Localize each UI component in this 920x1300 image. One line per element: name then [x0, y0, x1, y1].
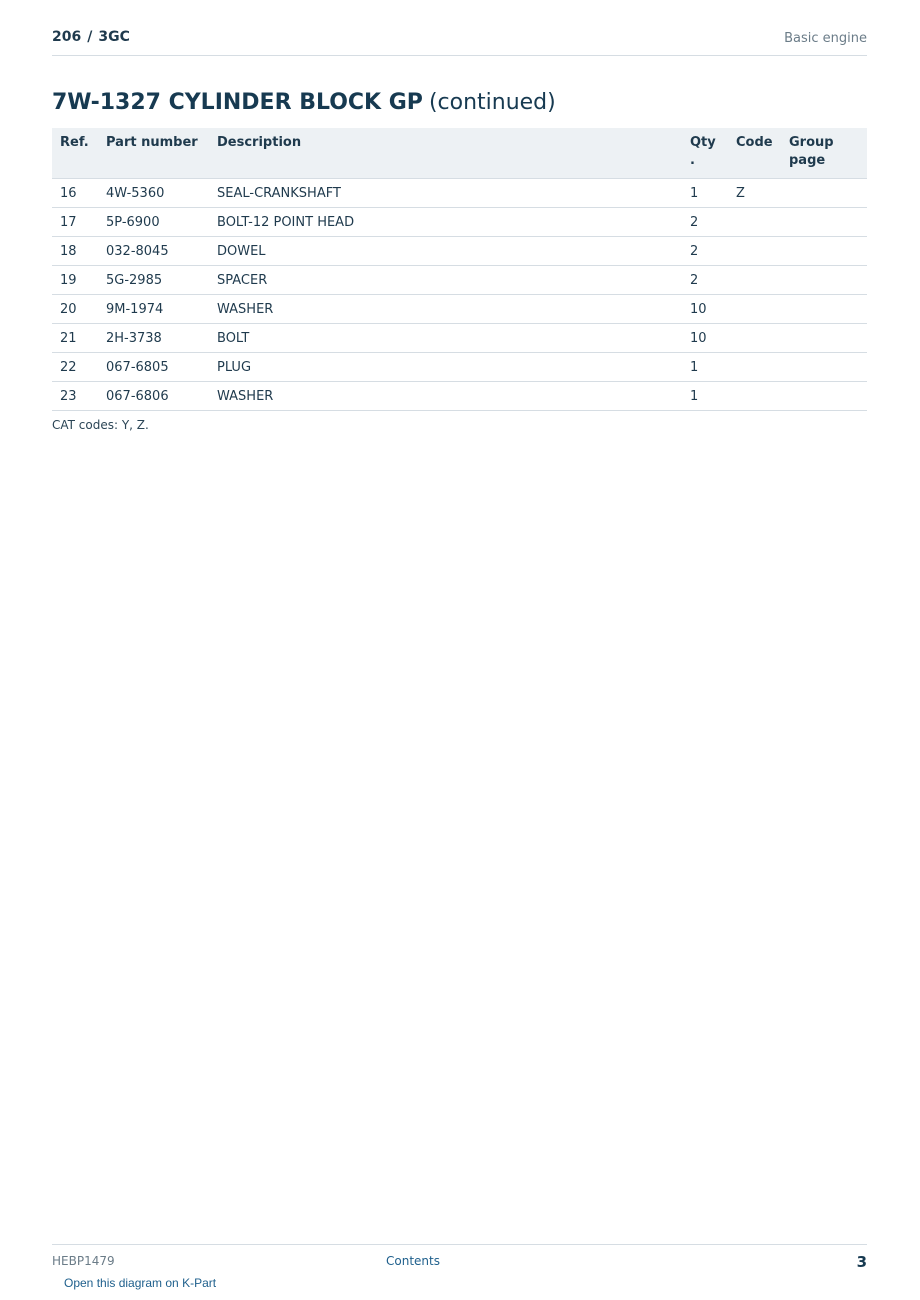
cell-part-number: 032-8045: [98, 237, 209, 266]
cell-description: BOLT: [209, 324, 682, 353]
header-code: Code: [728, 128, 781, 179]
parts-table: [52, 128, 867, 411]
cell-ref: 20: [52, 295, 98, 324]
kpart-link[interactable]: Open this diagram on K-Part: [64, 1276, 217, 1290]
cell-ref: 17: [52, 208, 98, 237]
table-row: [52, 237, 867, 266]
cell-part-number: 5G-2985: [98, 266, 209, 295]
cell-part-number: 067-6806: [98, 382, 209, 411]
table-row: [52, 266, 867, 295]
cell-description: SPACER: [209, 266, 682, 295]
cell-qty: 2: [682, 266, 728, 295]
header-description: Description: [209, 128, 682, 179]
cell-part-number: 5P-6900: [98, 208, 209, 237]
table-row: [52, 324, 867, 353]
page-header: [52, 28, 867, 56]
cell-group-page: [781, 266, 867, 295]
cell-group-page: [781, 382, 867, 411]
cell-qty: 2: [682, 237, 728, 266]
header-part-number: Part number: [98, 128, 209, 179]
document-id: HEBP1479: [52, 1254, 115, 1268]
breadcrumb-separator: /: [87, 29, 93, 45]
cell-code: [728, 324, 781, 353]
cell-group-page: [781, 295, 867, 324]
cell-code: [728, 353, 781, 382]
breadcrumb-page: 206: [52, 29, 82, 45]
contents-link[interactable]: Contents: [386, 1254, 440, 1268]
table-body: [52, 179, 867, 411]
cell-code: [728, 382, 781, 411]
header-qty: Qty .: [682, 128, 728, 179]
table-row: [52, 179, 867, 208]
cell-code: [728, 237, 781, 266]
table-header-row: [52, 128, 867, 179]
title-main: 7W-1327 CYLINDER BLOCK GP: [52, 90, 423, 115]
table-row: [52, 382, 867, 411]
cell-qty: 1: [682, 382, 728, 411]
cell-code: [728, 295, 781, 324]
cell-ref: 16: [52, 179, 98, 208]
cell-qty: 10: [682, 324, 728, 353]
cell-qty: 1: [682, 353, 728, 382]
cell-description: WASHER: [209, 295, 682, 324]
cell-ref: 19: [52, 266, 98, 295]
cell-code: [728, 208, 781, 237]
section-name: Basic engine: [784, 31, 867, 46]
table-row: [52, 353, 867, 382]
cell-part-number: 067-6805: [98, 353, 209, 382]
cell-ref: 21: [52, 324, 98, 353]
cell-part-number: 4W-5360: [98, 179, 209, 208]
cell-description: WASHER: [209, 382, 682, 411]
cell-part-number: 2H-3738: [98, 324, 209, 353]
cell-group-page: [781, 237, 867, 266]
cell-qty: 10: [682, 295, 728, 324]
cell-group-page: [781, 353, 867, 382]
cell-description: BOLT-12 POINT HEAD: [209, 208, 682, 237]
header-ref: Ref.: [52, 128, 98, 179]
cell-description: SEAL-CRANKSHAFT: [209, 179, 682, 208]
cell-group-page: [781, 208, 867, 237]
cell-ref: 22: [52, 353, 98, 382]
title-suffix: (continued): [428, 90, 556, 115]
table-row: [52, 208, 867, 237]
cell-code: [728, 266, 781, 295]
cell-description: PLUG: [209, 353, 682, 382]
cell-ref: 23: [52, 382, 98, 411]
cell-code: Z: [728, 179, 781, 208]
page-title: [52, 90, 556, 115]
cell-group-page: [781, 179, 867, 208]
cell-part-number: 9M-1974: [98, 295, 209, 324]
breadcrumb-model: 3GC: [98, 29, 130, 45]
cell-qty: 2: [682, 208, 728, 237]
cat-codes-note: CAT codes: Y, Z.: [52, 418, 149, 432]
page-number: 3: [856, 1253, 867, 1271]
breadcrumb: [52, 29, 130, 45]
cell-qty: 1: [682, 179, 728, 208]
header-group-page: Group page: [781, 128, 867, 179]
cell-description: DOWEL: [209, 237, 682, 266]
cell-ref: 18: [52, 237, 98, 266]
table-row: [52, 295, 867, 324]
cell-group-page: [781, 324, 867, 353]
